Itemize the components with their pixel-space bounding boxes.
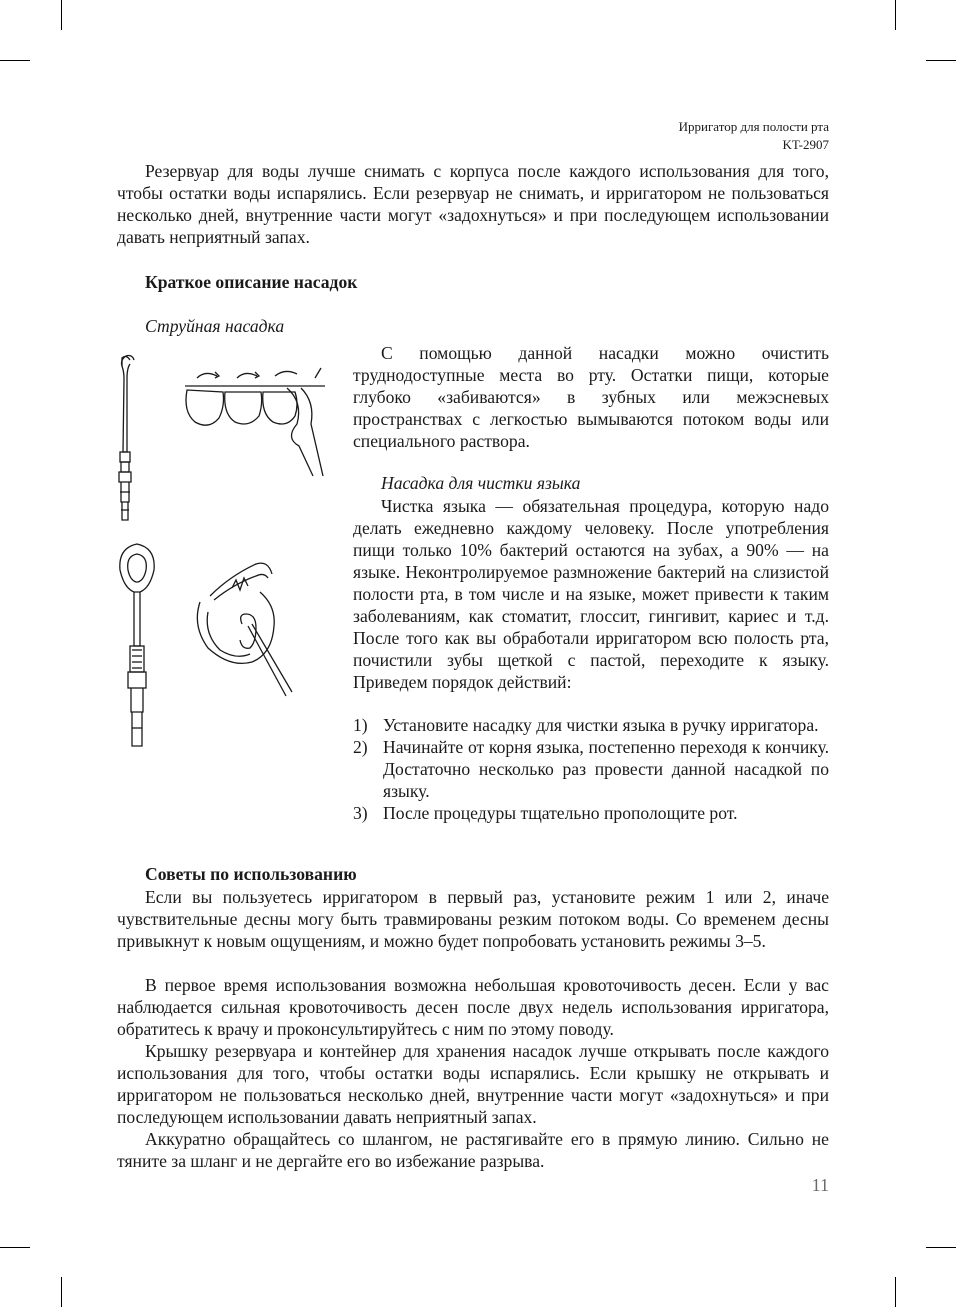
crop-mark [61, 0, 62, 30]
tongue-nozzle-title: Насадка для чистки языка [381, 473, 581, 493]
running-header [679, 118, 829, 154]
list-item: 3) После процедуры тщательно прополощите рот. [353, 803, 738, 823]
jet-nozzle-title: Струйная насадка [145, 316, 285, 336]
nozzles-heading: Краткое описание насадок [145, 272, 358, 292]
tips-paragraph-4: Аккуратно обращайтесь со шлангом, не растягивайте его в прямую линию. Сильно не тяните за шланг и не дергайте его во избежание разрыва. [117, 1129, 829, 1171]
header-title: Ирригатор для полости рта [678, 119, 829, 134]
tips-heading: Советы по использованию [145, 864, 357, 884]
crop-mark [895, 0, 896, 30]
jet-nozzle-illustration [110, 352, 140, 524]
crop-mark [0, 1247, 30, 1248]
list-item: 1) Установите насадку для чистки языка в ручку ирригатора. [353, 715, 819, 735]
tips-paragraph-2: В первое время использования возможна небольшая кровоточивость десен. Если у вас наблюдается сильная кровоточивость десен после двух недель использования ирригатора, обратитесь к врачу и проконсультируйтесь с ним по этому поводу. [117, 975, 829, 1039]
tips-paragraph-1: Если вы пользуетесь ирригатором в первый раз, установите режим 1 или 2, иначе чувствительные десны могу быть травмированы резким потоком воды. Со временем десны привыкнут к новым ощущениям, и можно будет попробовать установить режимы 3–5. [117, 887, 829, 951]
crop-mark [0, 60, 30, 61]
crop-mark [926, 60, 956, 61]
tips-paragraph-3: Крышку резервуара и контейнер для хранения насадок лучше открывать после каждого использования для того, чтобы остатки воды испарялись. Если крышку не открывать и ирригатором не пользоваться несколько дней, внутренние части могут «задохнуться» и при последующем использовании давать неприятный запах. [117, 1041, 829, 1127]
crop-mark [926, 1247, 956, 1248]
mouth-illustration [190, 556, 300, 706]
tongue-cleaner-illustration [114, 540, 160, 750]
crop-mark [895, 1277, 896, 1307]
tongue-steps-list [353, 714, 829, 824]
tongue-nozzle-description: Чистка языка — обязательная процедура, которую надо делать ежедневно каждому человеку. После употребления пищи только 10% бактерий остаются на зубах, а 90% — на языке. Неконтролируемое размножение бактерий на слизистой полости рта, в том числе и на языке, может привести к таким заболеваниям, как стоматит, глоссит, гингивит, кариес и т.д. После того как вы обработали ирригатором всю полость рта, почистили зубы щеткой с пастой, переходите к языку. Приведем порядок действий: [353, 496, 829, 692]
header-model: KT-2907 [782, 137, 829, 152]
page-number: 11 [811, 1175, 829, 1195]
teeth-illustration [175, 358, 335, 478]
list-item: 2) Начинайте от корня языка, постепенно переходя к кончику. Достаточно несколько раз провести данной насадкой по языку. [353, 737, 829, 801]
jet-nozzle-description: С помощью данной насадки можно очистить труднодоступные места во рту. Остатки пищи, которые глубоко «забиваются» в зубных или межэсневых пространствах с легкостью вымываются потоком воды или специального раствора. [353, 343, 829, 451]
crop-mark [61, 1277, 62, 1307]
intro-paragraph: Резервуар для воды лучше снимать с корпуса после каждого использования для того, чтобы остатки воды испарялись. Если резервуар не снимать, и ирригатором не пользоваться несколько дней, внутренние части могут «задохнуться» и при последующем использовании давать неприятный запах. [117, 161, 829, 247]
